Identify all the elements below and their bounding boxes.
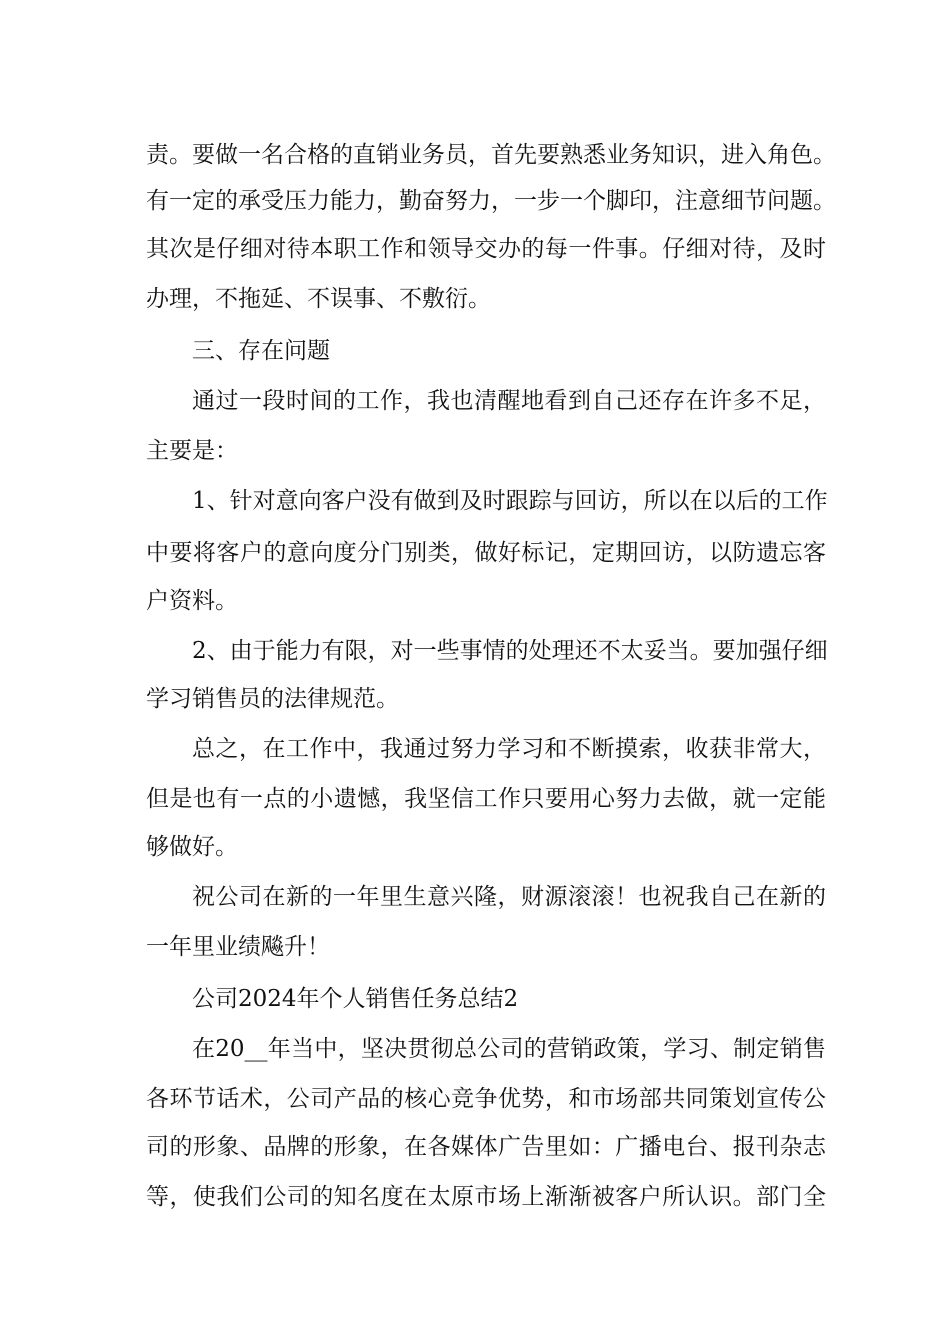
body-text-line: 办理，不拖延、不误事、不敷衍。: [146, 286, 491, 312]
body-text-line: 各环节话术，公司产品的核心竞争优势，和市场部共同策划宣传公: [146, 1086, 826, 1112]
list-item-line: 1、针对意向客户没有做到及时跟踪与回访，所以在以后的工作: [192, 488, 828, 514]
list-item-line: 学习销售员的法律规范。: [146, 686, 399, 712]
body-text-line: 责。要做一名合格的直销业务员，首先要熟悉业务知识，进入角色。: [146, 142, 836, 168]
body-text-line: 司的形象、品牌的形象，在各媒体广告里如：广播电台、报刊杂志: [146, 1134, 826, 1160]
list-item-line: 中要将客户的意向度分门别类，做好标记，定期回访，以防遗忘客: [146, 540, 826, 566]
body-text-line: 一年里业绩飚升！: [146, 934, 330, 960]
body-text-line: 够做好。: [146, 834, 238, 860]
body-text-line: 但是也有一点的小遗憾，我坚信工作只要用心努力去做，就一定能: [146, 786, 826, 812]
body-text-line: 通过一段时间的工作，我也清醒地看到自己还存在许多不足，: [192, 388, 826, 414]
body-text-line: 有一定的承受压力能力，勤奋努力，一步一个脚印，注意细节问题。: [146, 188, 836, 214]
body-text-line: 祝公司在新的一年里生意兴隆，财源滚滚！也祝我自己在新的: [192, 884, 826, 910]
body-text-line: 主要是：: [146, 438, 238, 464]
body-text-line: 其次是仔细对待本职工作和领导交办的每一件事。仔细对待，及时: [146, 236, 826, 262]
list-item-line: 2、由于能力有限，对一些事情的处理还不太妥当。要加强仔细: [192, 638, 828, 664]
section-title: 公司2024年个人销售任务总结2: [192, 986, 519, 1012]
body-text-line: 总之，在工作中，我通过努力学习和不断摸索，收获非常大，: [192, 736, 826, 762]
body-text-line: 在20__年当中，坚决贯彻总公司的营销政策，学习、制定销售: [192, 1036, 826, 1062]
section-heading: 三、存在问题: [192, 338, 330, 364]
list-item-line: 户资料。: [146, 588, 238, 614]
body-text-line: 等，使我们公司的知名度在太原市场上渐渐被客户所认识。部门全: [146, 1184, 826, 1210]
